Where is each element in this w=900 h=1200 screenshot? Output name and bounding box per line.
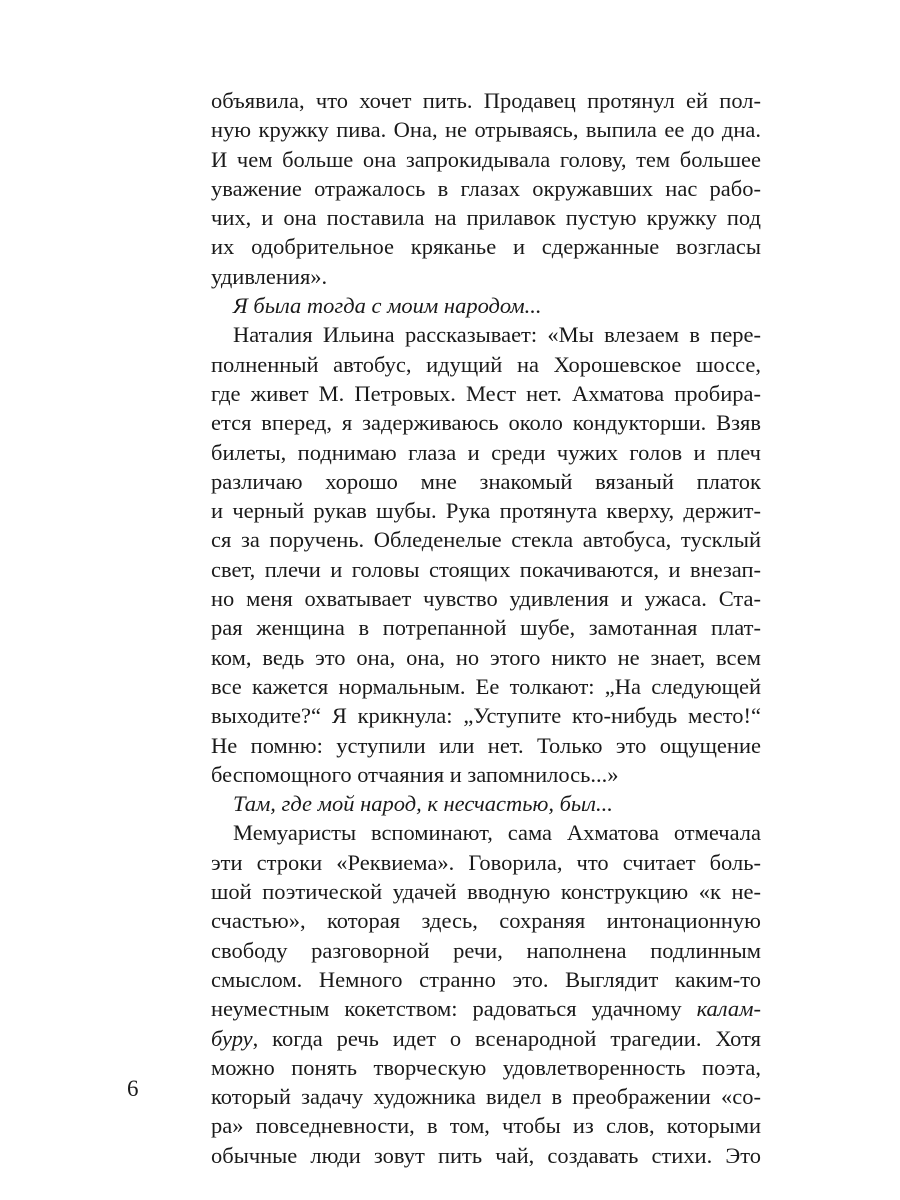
body-text [211,86,761,1170]
text-line: ком, ведь это она, она, но этого никто не знает, всем [211,644,761,670]
text-line: все кажется нормальным. Ее толкают: „На следующей [211,673,761,699]
text-line: где живет М. Петровых. Мест нет. Ахматова пробира- [211,380,761,406]
text-line: их одобрительное кряканье и сдержанные возгласы [211,234,761,260]
text-line: И чем больше она запрокидывала голову, тем большее [211,146,761,172]
text-line: уважение отражалось в глазах окружавших нас рабо- [211,175,761,201]
text-line: Мемуаристы вспоминают, сама Ахматова отмечала [233,820,761,846]
text-line: билеты, поднимаю глаза и среди чужих голов и плеч [211,439,761,465]
text-line [211,1024,761,1053]
text-line: смыслом. Немного странно это. Выглядит каким-то [211,966,761,992]
text-line: ра» повседневности, в том, чтобы из слов, которыми [211,1113,761,1139]
verse-quote: Я была тогда с моим народом... [233,293,542,319]
text-line: беспомощного отчаяния и запомнилось...» [211,761,619,787]
verse-quote: Там, где мой народ, к несчастью, был... [233,791,613,817]
text-line: свет, плечи и головы стоящих покачиваются, и внезап- [211,556,761,582]
text-line: полненный автобус, идущий на Хорошевское шоссе, [211,351,761,377]
text-line: ется вперед, я задерживаюсь около кондукторши. Взяв [211,410,761,436]
text-line: различаю хорошо мне знакомый вязаный платок [211,468,761,494]
text-line: ную кружку пива. Она, не отрываясь, выпила ее до дна. [211,117,761,143]
text-line: удивления». [211,263,328,289]
italic-word: буру [211,1025,253,1051]
text-fragment: неуместным кокетством: радоваться удачному [211,996,682,1022]
text-line: Не помню: уступили или нет. Только это ощущение [211,732,761,758]
text-line: шой поэтической удачей вводную конструкцию «к не- [211,879,761,905]
text-line: Наталия Ильина рассказывает: «Мы влезаем в пере- [233,322,761,348]
text-line: свободу разговорной речи, наполнена подлинным [211,937,761,963]
text-fragment: , когда речь идет о всенародной трагедии. Хотя [252,1025,761,1051]
page-number: 6 [127,1076,139,1101]
text-line: ся за поручень. Обледенелые стекла автобуса, тусклый [211,527,761,553]
text-line: эти строки «Реквиема». Говорила, что считает боль- [211,849,761,875]
text-line: но меня охватывает чувство удивления и ужаса. Ста- [211,586,761,612]
italic-word: калам- [696,996,761,1022]
text-line: счастью», которая здесь, сохраняя интонационную [211,908,761,934]
text-line: чих, и она поставила на прилавок пустую кружку под [211,205,761,231]
text-line: и черный рукав шубы. Рука протянута кверху, держит- [211,498,761,524]
text-line: объявила, что хочет пить. Продавец протянул ей пол- [211,88,761,113]
text-line: можно понять творческую удовлетворенность поэта, [211,1054,761,1080]
text-line: рая женщина в потрепанной шубе, замотанная плат- [211,615,761,641]
text-line: обычные люди зовут пить чай, создавать стихи. Это [211,1142,761,1168]
text-line: выходите?“ Я крикнула: „Уступите кто-нибудь место!“ [211,703,761,729]
text-line [211,994,761,1023]
text-line: который задачу художника видел в преображении «со- [211,1084,761,1110]
